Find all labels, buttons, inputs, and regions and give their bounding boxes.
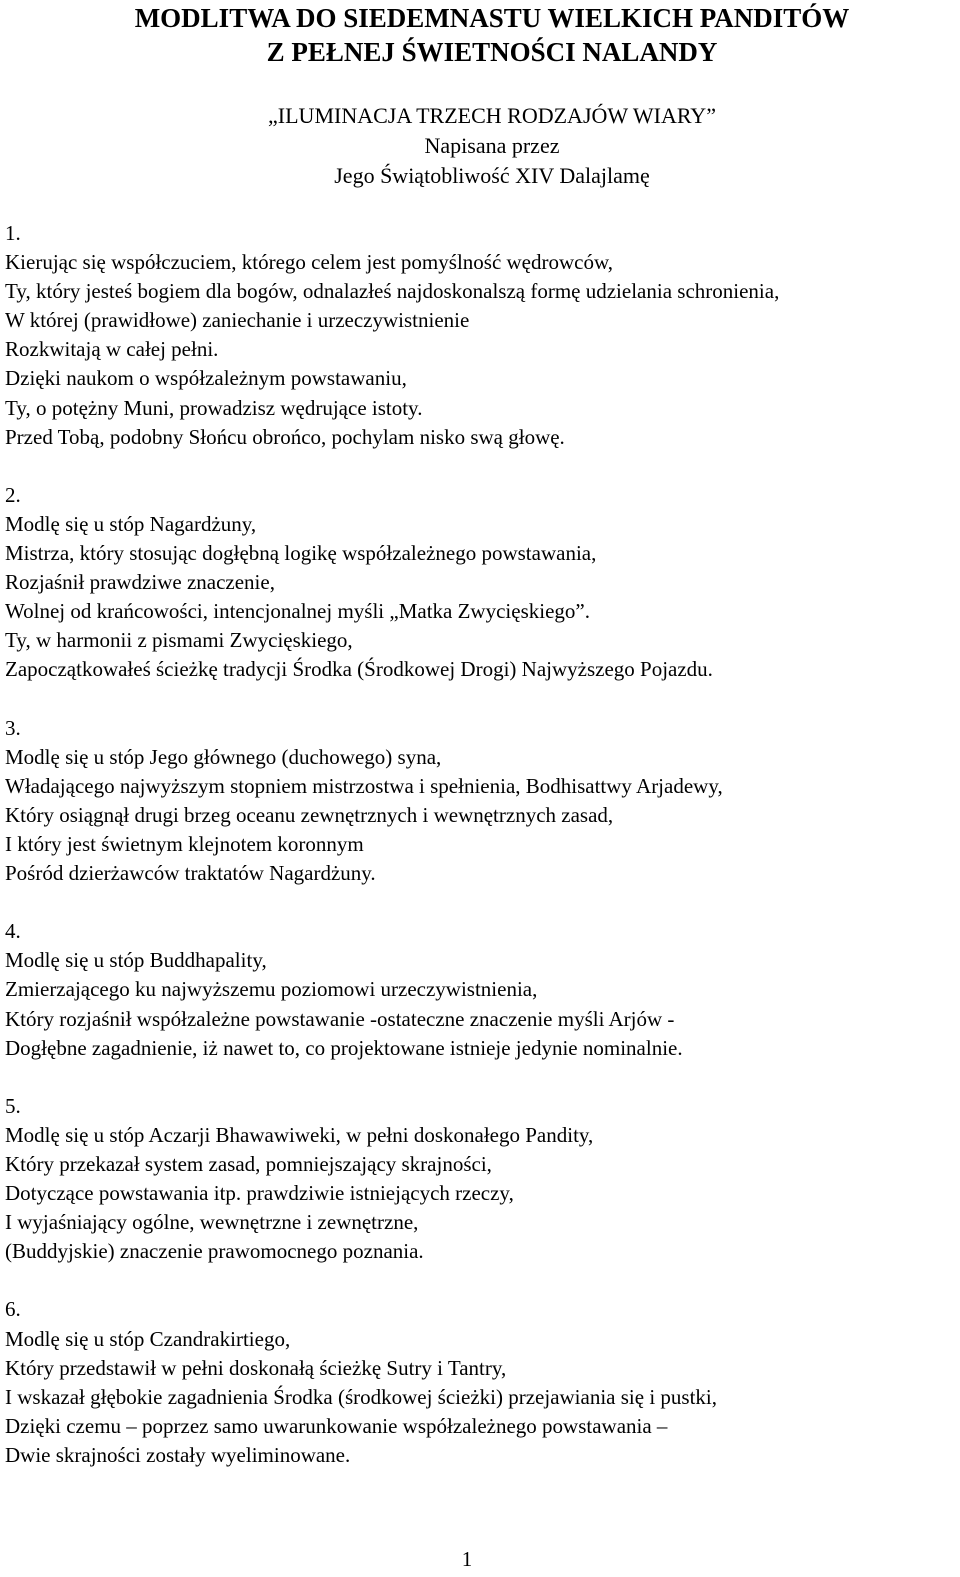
stanza <box>5 714 957 889</box>
stanza-number: 6. <box>5 1297 21 1322</box>
verse-line: Modlę się u stóp Nagardżuny, <box>5 511 257 536</box>
verse-line: Zmierzającego ku najwyższemu poziomowi urzeczywistnienia, <box>5 977 538 1002</box>
verse-line: Zapoczątkowałeś ścieżkę tradycji Środka (Środkowej Drogi) Najwyższego Pojazdu. <box>5 657 713 682</box>
verse-line: Dotyczące powstawania itp. prawdziwie istniejących rzeczy, <box>5 1181 514 1206</box>
verse-line: Przed Tobą, podobny Słońcu obrońco, pochylam nisko swą głowę. <box>5 424 565 449</box>
stanza-number: 2. <box>5 482 21 507</box>
verse-line: I który jest świetnym klejnotem koronnym <box>5 831 364 856</box>
verse-line: I wskazał głębokie zagadnienia Środka (środkowej ścieżki) przejawiania się i pustki, <box>5 1384 718 1409</box>
verse-line: Rozjaśnił prawdziwe znaczenie, <box>5 570 275 595</box>
verse-line: Mistrza, który stosując dogłębną logikę współzależnego powstawania, <box>5 541 597 566</box>
verse-line: Dogłębne zagadnienie, iż nawet to, co projektowane istnieje jedynie nominalnie. <box>5 1035 683 1060</box>
stanza-number: 5. <box>5 1093 21 1118</box>
verse-line: I wyjaśniający ogólne, wewnętrzne i zewnętrzne, <box>5 1210 419 1235</box>
verse-line: (Buddyjskie) znaczenie prawomocnego poznania. <box>5 1239 424 1264</box>
subtitle-line: Jego Świątobliwość XIV Dalajlamę <box>334 163 650 188</box>
verse-line: Wolnej od krańcowości, intencjonalnej myśli „Matka Zwycięskiego”. <box>5 599 590 624</box>
verse-line: Władającego najwyższym stopniem mistrzostwa i spełnienia, Bodhisattwy Arjadewy, <box>5 773 723 798</box>
subtitle-line: Napisana przez <box>424 133 560 158</box>
verse-line: Który przekazał system zasad, pomniejszający skrajności, <box>5 1152 492 1176</box>
page-number: 1 <box>461 1547 473 1571</box>
subtitle-line: „ILUMINACJA TRZECH RODZAJÓW WIARY” <box>268 103 716 128</box>
stanza <box>5 481 957 685</box>
verse-line: Który rozjaśnił współzależne powstawanie -ostateczne znaczenie myśli Arjów - <box>5 1006 675 1031</box>
verse-line: Który przedstawił w pełni doskonałą ścieżkę Sutry i Tantry, <box>5 1355 507 1380</box>
stanza <box>5 917 957 1062</box>
document-subtitle <box>0 101 960 191</box>
verse-line: Rozkwitają w całej pełni. <box>5 337 219 362</box>
stanza-number: 1. <box>5 221 21 245</box>
verse-line: Kierując się współczuciem, którego celem jest pomyślność wędrowców, <box>5 250 614 275</box>
verse-line: Ty, o potężny Muni, prowadzisz wędrujące istoty. <box>5 395 423 420</box>
verse-line: Modlę się u stóp Buddhapality, <box>5 948 267 973</box>
stanza <box>5 1092 957 1267</box>
verse-line: Ty, który jesteś bogiem dla bogów, odnalazłeś najdoskonalszą formę udzielania schronienia, <box>5 279 780 304</box>
verse-line: Dzięki naukom o współzależnym powstawaniu, <box>5 366 407 391</box>
verse-line: Modlę się u stóp Jego głównego (duchowego) syna, <box>5 744 442 769</box>
title-line: MODLITWA DO SIEDEMNASTU WIELKICH PANDITÓW <box>134 3 850 33</box>
verse-line: Pośród dzierżawców traktatów Nagardżuny. <box>5 861 376 886</box>
stanza <box>5 1295 957 1470</box>
verse-line: Który osiągnął drugi brzeg oceanu zewnętrznych i wewnętrznych zasad, <box>5 802 614 827</box>
stanza-number: 4. <box>5 919 21 944</box>
prayer-body <box>5 219 957 1499</box>
verse-line: Ty, w harmonii z pismami Zwycięskiego, <box>5 628 353 653</box>
verse-line: W której (prawidłowe) zaniechanie i urzeczywistnienie <box>5 308 470 333</box>
verse-line: Modlę się u stóp Aczarji Bhawawiweki, w pełni doskonałego Pandity, <box>5 1122 594 1147</box>
verse-line: Modlę się u stóp Czandrakirtiego, <box>5 1326 291 1351</box>
title-line: Z PEŁNEJ ŚWIETNOŚCI NALANDY <box>266 37 718 67</box>
verse-line: Dwie skrajności zostały wyeliminowane. <box>5 1442 351 1467</box>
verse-line: Dzięki czemu – poprzez samo uwarunkowanie współzależnego powstawania – <box>5 1413 668 1438</box>
stanza-number: 3. <box>5 715 21 740</box>
stanza <box>5 219 957 452</box>
